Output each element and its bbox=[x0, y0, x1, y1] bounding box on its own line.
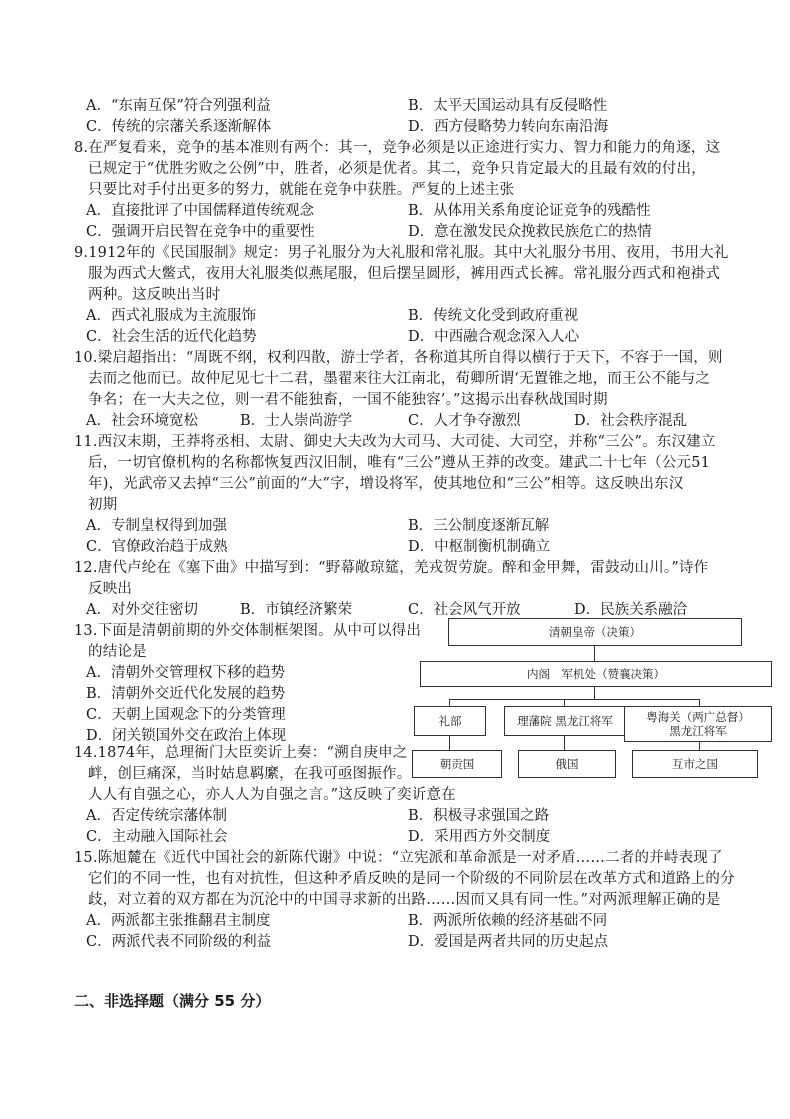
q12-stem-line: 12.唐代卢纶在《塞下曲》中描写到：“野幕敞琼筵，羌戎贺劳旋。醉和金甲舞，雷鼓动山川。”诗作 bbox=[74, 560, 709, 576]
diagram-trade-states-label: 互市之国 bbox=[672, 757, 718, 771]
diagram-trade-states-box bbox=[632, 750, 758, 778]
q8-stem-line: 已规定于“优胜劣败之公例”中，胜者，必须是优者。其二，竞争只肯定最大的且最有效的付出， bbox=[88, 161, 706, 177]
q10-option-a: A．社会环境宽松 bbox=[86, 413, 198, 429]
q10-stem-line: 争名；在一大夫之位，则一君不能独畜，一国不能独容’。”这揭示出春秋战国时期 bbox=[88, 392, 608, 408]
q10-option-c: C．人才争夺激烈 bbox=[408, 413, 521, 429]
q11-stem-line: 11.西汉末期，王莽将丞相、太尉、御史大夫改为大司马、大司徒、大司空，并称“三公”。东汉建立 bbox=[74, 434, 716, 450]
diagram-customs-box bbox=[624, 706, 772, 742]
diagram-tributary-label: 朝贡国 bbox=[439, 757, 475, 771]
diagram-connector bbox=[594, 686, 595, 699]
diagram-connector bbox=[564, 699, 565, 706]
q10-option-d: D．社会秩序混乱 bbox=[574, 413, 688, 429]
q8-option-d: D．意在激发民众挽救民族危亡的热情 bbox=[408, 224, 652, 240]
q11-option-b: B．三公制度逐渐瓦解 bbox=[408, 518, 550, 534]
q9-option-c: C．社会生活的近代化趋势 bbox=[86, 329, 257, 345]
q11-option-c: C．官僚政治趋于成熟 bbox=[86, 539, 228, 555]
diagram-russia-label: 俄国 bbox=[555, 757, 579, 771]
q10-stem-line: 去而之他而已。故仲尼见七十二君，墨翟来往大江南北，荀卿所谓‘无置锥之地，而王公不能与之 bbox=[88, 371, 711, 387]
q12-option-a: A．对外交往密切 bbox=[86, 602, 198, 618]
q9-stem-line: 9.1912年的《民国服制》规定：男子礼服分为大礼服和常礼服。其中大礼服分书用、夜用，书用大礼 bbox=[74, 245, 729, 261]
diagram-connector bbox=[449, 699, 700, 700]
q11-option-d: D．中枢制衡机制确立 bbox=[408, 539, 551, 555]
q12-option-d: D．民族关系融洽 bbox=[574, 602, 688, 618]
q15-option-b: B．两派所依赖的经济基础不同 bbox=[408, 913, 608, 929]
diagram-russia-box bbox=[518, 750, 616, 778]
diagram-connector bbox=[699, 699, 700, 706]
section-heading: 二、非选择题（满分 55 分） bbox=[74, 992, 271, 1010]
q12-option-c: C．社会风气开放 bbox=[408, 602, 521, 618]
diagram-emperor-box bbox=[448, 618, 742, 646]
diagram-rites-ministry-label: 礼部 bbox=[438, 714, 462, 728]
q14-stem-line: 14.1874年，总理衙门大臣奕䜣上奏：“溯自庚申之 bbox=[74, 745, 408, 761]
q8-stem-line: 只要比对手付出更多的努力，就能在竞争中获胜。严复的上述主张 bbox=[88, 182, 515, 198]
q9-stem-line: 两种。这反映出当时 bbox=[88, 287, 221, 303]
diagram-connector bbox=[594, 645, 595, 661]
q13-option-d: D．闭关锁国外交在政治上体现 bbox=[86, 728, 287, 744]
q12-option-b: B．市镇经济繁荣 bbox=[240, 602, 353, 618]
diagram-tributary-box bbox=[412, 750, 502, 778]
q14-option-b: B．积极寻求强国之路 bbox=[408, 808, 550, 824]
q14-stem-line: 衅，创巨痛深，当时姑息羁縻，在我可亟图振作。 bbox=[88, 766, 412, 782]
diagram-connector bbox=[564, 735, 565, 750]
q11-option-a: A．专制皇权得到加强 bbox=[86, 518, 227, 534]
q7-option-c: C．传统的宗藩关系逐渐解体 bbox=[86, 119, 272, 135]
diagram-connector bbox=[449, 699, 450, 706]
q7-option-d: D．西方侵略势力转向东南沿海 bbox=[408, 119, 609, 135]
q13-stem-line: 的结论是 bbox=[88, 644, 147, 660]
diagram-customs-label-2: 黑龙江将军 bbox=[669, 724, 727, 738]
q13-option-b: B．清朝外交近代化发展的趋势 bbox=[86, 686, 286, 702]
q15-option-a: A．两派都主张推翻君主制度 bbox=[86, 913, 271, 929]
diagram-connector bbox=[449, 735, 450, 750]
q12-stem-line: 反映出 bbox=[88, 581, 133, 597]
q14-option-a: A．否定传统宗藩体制 bbox=[86, 808, 227, 824]
q10-option-b: B．士人崇尚游学 bbox=[240, 413, 353, 429]
q13-option-c: C．天朝上国观念下的分类管理 bbox=[86, 707, 286, 723]
q13-option-a: A．清朝外交管理权下移的趋势 bbox=[86, 665, 285, 681]
q10-stem-line: 10.梁启超指出：“周既不纲，权利四散，游士学者，各称道其所自得以横行于天下，不容于一国，则 bbox=[74, 350, 723, 366]
q15-stem-line: 15.陈旭麓在《近代中国社会的新陈代谢》中说：“立宪派和革命派是一对矛盾……二者的并峙表现了 bbox=[74, 850, 723, 866]
q11-stem-line: 后，一切官僚机构的名称都恢复西汉旧制，唯有“三公”遵从王莽的改变。建武二十七年（公元51 bbox=[88, 455, 711, 471]
q9-option-d: D．中西融合观念深入人心 bbox=[408, 329, 580, 345]
q8-option-a: A．直接批评了中国儒释道传统观念 bbox=[86, 203, 314, 219]
diplomacy-framework-diagram bbox=[410, 612, 780, 787]
diagram-rites-ministry-box bbox=[414, 706, 486, 736]
q8-stem-line: 8.在严复看来，竞争的基本准则有两个：其一，竞争必须是以正途进行实力、智力和能力的角逐，这 bbox=[74, 140, 721, 156]
diagram-cabinet-box bbox=[420, 661, 772, 687]
q11-stem-line: 初期 bbox=[88, 497, 118, 513]
diagram-lifanyuan-label: 理藩院 黑龙江将军 bbox=[517, 714, 613, 728]
q15-option-d: D．爱国是两者共同的历史起点 bbox=[408, 934, 609, 950]
q9-option-a: A．西式礼服成为主流服饰 bbox=[86, 308, 256, 324]
q14-stem-line: 人人有自强之心，亦人人为自强之言。”这反映了奕䜣意在 bbox=[88, 787, 456, 803]
q14-option-c: C．主动融入国际社会 bbox=[86, 829, 228, 845]
q13-stem-line: 13.下面是清朝前期的外交体制框架图。从中可以得出 bbox=[74, 623, 422, 639]
q11-stem-line: 年)，光武帝又去掉“三公”前面的“大”字，增设将军，使其地位和“三公”相等。这反映出东汉 bbox=[88, 476, 684, 492]
diagram-connector bbox=[699, 741, 700, 750]
q7-option-a: A．“东南互保”符合列强利益 bbox=[86, 98, 271, 114]
q15-stem-line: 歧，对立着的双方都在为沉沦中的中国寻求新的出路……因而又具有同一性。”对两派理解正确的是 bbox=[88, 892, 721, 908]
diagram-lifanyuan-box bbox=[504, 706, 626, 736]
q7-option-b: B．太平天国运动具有反侵略性 bbox=[408, 98, 608, 114]
q14-option-d: D．采用西方外交制度 bbox=[408, 829, 551, 845]
q8-option-c: C．强调开启民智在竞争中的重要性 bbox=[86, 224, 315, 240]
q15-stem-line: 它们的不同一性，也有对抗性，但这种矛盾反映的是同一个阶级的不同阶层在改革方式和道路上的分 bbox=[88, 871, 735, 887]
diagram-emperor-label: 清朝皇帝（决策） bbox=[549, 625, 641, 639]
q9-stem-line: 服为西式大鳖式，夜用大礼服类似燕尾服，但后摆呈圆形，裤用西式长裤。常礼服分西式和袍褂式 bbox=[88, 266, 721, 282]
diagram-customs-label: 粤海关（两广总督） bbox=[646, 710, 750, 724]
diagram-cabinet-label: 内阁 军机处（赞襄决策） bbox=[527, 667, 665, 681]
q9-option-b: B．传统文化受到政府重视 bbox=[408, 308, 579, 324]
q8-option-b: B．从体用关系角度论证竞争的残酷性 bbox=[408, 203, 651, 219]
q15-option-c: C．两派代表不同阶级的利益 bbox=[86, 934, 272, 950]
